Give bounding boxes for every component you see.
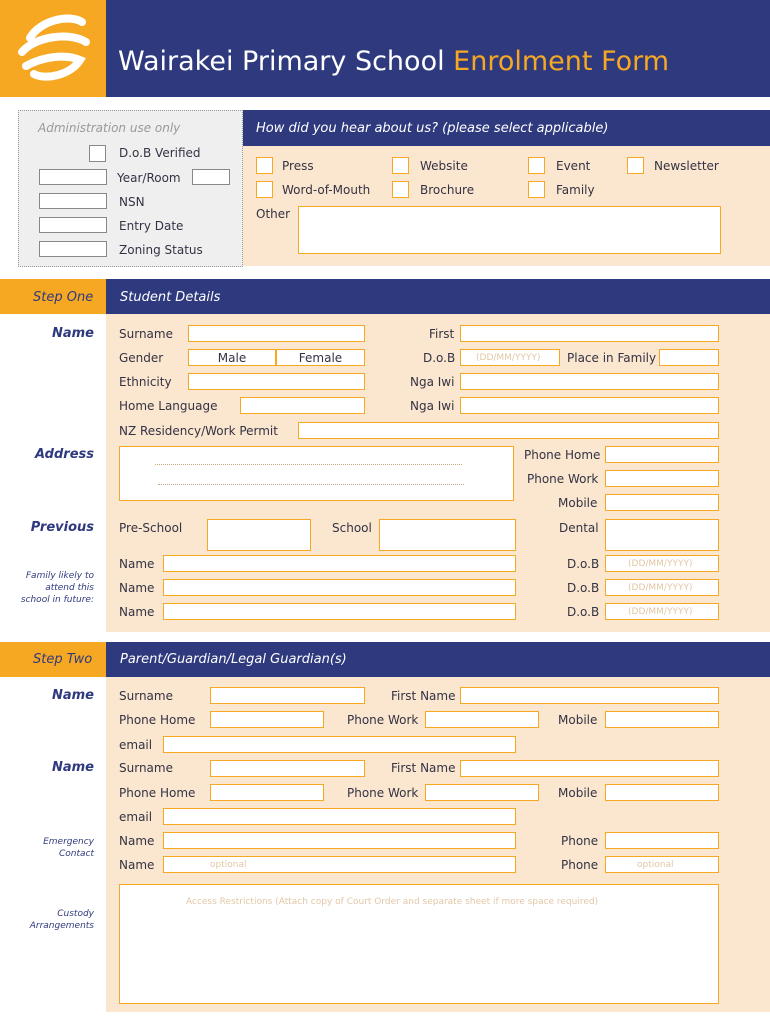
guardian2-phone-home-input[interactable] [210, 784, 324, 801]
sibling-name-label-3: Name [119, 605, 155, 619]
dob-verified-label: D.o.B Verified [119, 146, 201, 160]
student-phone-home-input[interactable] [605, 446, 719, 463]
sibling-name-label-1: Name [119, 557, 155, 571]
guardian-title: Parent/Guardian/Legal Guardian(s) [120, 652, 347, 667]
dob-label: D.o.B [423, 351, 456, 365]
step-one-label: Step One [33, 290, 94, 305]
sibling-name-input-2[interactable] [163, 579, 516, 596]
website-checkbox[interactable] [392, 157, 409, 174]
newsletter-checkbox[interactable] [627, 157, 644, 174]
nsn-field[interactable] [39, 193, 107, 209]
year-room-label: Year/Room [117, 171, 181, 185]
guardian1-name-side-label: Name [51, 688, 94, 703]
family-future-side-label: Family likely to attend this school in future: [20, 571, 94, 605]
guardian1-email-label: email [119, 738, 153, 752]
pre-school-label: Pre-School [119, 521, 183, 535]
guardian2-mobile-input[interactable] [605, 784, 719, 801]
sibling-dob-placeholder-3: (DD/MM/YYYY) [628, 607, 693, 617]
sibling-dob-placeholder-1: (DD/MM/YYYY) [628, 559, 693, 569]
guardian2-email-label: email [119, 810, 153, 824]
student-first-name-input[interactable] [460, 325, 719, 342]
family-checkbox[interactable] [528, 181, 545, 198]
family-label: Family [556, 183, 595, 197]
guardian2-surname-input[interactable] [210, 760, 365, 777]
title-main: Wairakei Primary School [118, 46, 454, 77]
dental-label: Dental [559, 521, 599, 535]
emergency-phone-input-1[interactable] [605, 832, 719, 849]
entry-date-field[interactable] [39, 217, 107, 233]
student-details-title: Student Details [120, 290, 221, 305]
guardian2-first-name-label: First Name [391, 761, 456, 775]
guardian2-name-side-label: Name [51, 760, 94, 775]
address-textarea[interactable] [119, 446, 514, 501]
emergency-name-label-2: Name [119, 858, 155, 872]
school-label: School [332, 521, 372, 535]
sibling-dob-label-1: D.o.B [567, 557, 600, 571]
ethnicity-label: Ethnicity [119, 375, 172, 389]
dob-verified-checkbox[interactable] [89, 145, 106, 162]
other-textarea[interactable] [298, 206, 721, 254]
newsletter-label: Newsletter [654, 159, 719, 173]
gender-male-label: Male [217, 351, 247, 365]
guardian1-email-input[interactable] [163, 736, 516, 753]
event-checkbox[interactable] [528, 157, 545, 174]
other-label: Other [256, 207, 291, 221]
admin-title: Administration use only [38, 121, 181, 135]
custody-placeholder: Access Restrictions (Attach copy of Court Order and separate sheet if more space required) [186, 897, 599, 907]
student-dob-placeholder: (DD/MM/YYYY) [476, 353, 541, 363]
guardian2-phone-home-label: Phone Home [119, 786, 196, 800]
sibling-dob-label-2: D.o.B [567, 581, 600, 595]
guardian2-surname-label: Surname [119, 761, 173, 775]
hear-title: How did you hear about us? (please select applicable) [256, 121, 609, 136]
guardian1-first-name-input[interactable] [460, 687, 719, 704]
address-line-2 [158, 484, 464, 485]
emergency-phone-label-1: Phone [561, 834, 599, 848]
guardian1-mobile-label: Mobile [558, 713, 598, 727]
word-of-mouth-label: Word-of-Mouth [282, 183, 371, 197]
address-side-label: Address [35, 447, 94, 462]
step-two-label: Step Two [33, 652, 93, 667]
guardian2-mobile-label: Mobile [558, 786, 598, 800]
nga-iwi-input-1[interactable] [460, 373, 719, 390]
sibling-dob-placeholder-2: (DD/MM/YYYY) [628, 583, 693, 593]
sibling-dob-label-3: D.o.B [567, 605, 600, 619]
student-mobile-input[interactable] [605, 494, 719, 511]
year-field[interactable] [39, 169, 107, 185]
address-line-1 [155, 464, 462, 465]
nga-iwi-label-2: Nga Iwi [410, 399, 455, 413]
guardian1-surname-label: Surname [119, 689, 173, 703]
press-label: Press [282, 159, 314, 173]
phone-home-label: Phone Home [524, 448, 601, 462]
residency-label: NZ Residency/Work Permit [119, 424, 278, 438]
emergency-contact-side-label: Emergency Contact [43, 837, 94, 859]
press-checkbox[interactable] [256, 157, 273, 174]
guardian1-surname-input[interactable] [210, 687, 365, 704]
custody-side-label: Custody Arrangements [29, 909, 94, 931]
surname-label: Surname [119, 327, 173, 341]
guardian1-phone-home-label: Phone Home [119, 713, 196, 727]
emergency-phone-label-2: Phone [561, 858, 599, 872]
emergency-name-label-1: Name [119, 834, 155, 848]
title-accent: Enrolment Form [453, 46, 670, 77]
school-swirl-logo [0, 0, 106, 97]
sibling-name-input-1[interactable] [163, 555, 516, 572]
student-surname-input[interactable] [188, 325, 365, 342]
gender-female-label: Female [298, 351, 343, 365]
sibling-name-label-2: Name [119, 581, 155, 595]
nsn-label: NSN [119, 195, 145, 209]
home-language-input[interactable] [240, 397, 365, 414]
zoning-status-field[interactable] [39, 241, 107, 257]
entry-date-label: Entry Date [119, 219, 184, 233]
student-phone-work-input[interactable] [605, 470, 719, 487]
guardian2-first-name-input[interactable] [460, 760, 719, 777]
guardian1-phone-home-input[interactable] [210, 711, 324, 728]
nga-iwi-input-2[interactable] [460, 397, 719, 414]
event-label: Event [556, 159, 591, 173]
header-logo-block [0, 0, 106, 97]
home-language-label: Home Language [119, 399, 218, 413]
residency-input[interactable] [298, 422, 719, 439]
sibling-name-input-3[interactable] [163, 603, 516, 620]
student-name-side-label: Name [51, 326, 94, 341]
room-field[interactable] [192, 169, 230, 185]
place-in-family-label: Place in Family [567, 351, 657, 365]
emergency-name-input-1[interactable] [163, 832, 516, 849]
guardian2-email-input[interactable] [163, 808, 516, 825]
page-title [118, 46, 669, 77]
zoning-status-label: Zoning Status [119, 243, 203, 257]
brochure-checkbox[interactable] [392, 181, 409, 198]
first-label: First [429, 327, 455, 341]
dental-input[interactable] [605, 519, 719, 551]
guardian1-phone-work-label: Phone Work [347, 713, 419, 727]
guardian2-phone-work-input[interactable] [425, 784, 539, 801]
school-input[interactable] [379, 519, 516, 551]
ethnicity-input[interactable] [188, 373, 365, 390]
guardian1-first-name-label: First Name [391, 689, 456, 703]
emergency-name-optional: optional [210, 860, 247, 870]
guardian1-mobile-input[interactable] [605, 711, 719, 728]
pre-school-input[interactable] [207, 519, 311, 551]
place-in-family-input[interactable] [659, 349, 719, 366]
gender-label: Gender [119, 351, 164, 365]
guardian1-phone-work-input[interactable] [425, 711, 539, 728]
mobile-label: Mobile [558, 496, 598, 510]
guardian2-phone-work-label: Phone Work [347, 786, 419, 800]
website-label: Website [420, 159, 468, 173]
brochure-label: Brochure [420, 183, 475, 197]
emergency-phone-optional: optional [637, 860, 674, 870]
word-of-mouth-checkbox[interactable] [256, 181, 273, 198]
nga-iwi-label-1: Nga Iwi [410, 375, 455, 389]
previous-side-label: Previous [30, 520, 94, 535]
phone-work-label: Phone Work [527, 472, 599, 486]
